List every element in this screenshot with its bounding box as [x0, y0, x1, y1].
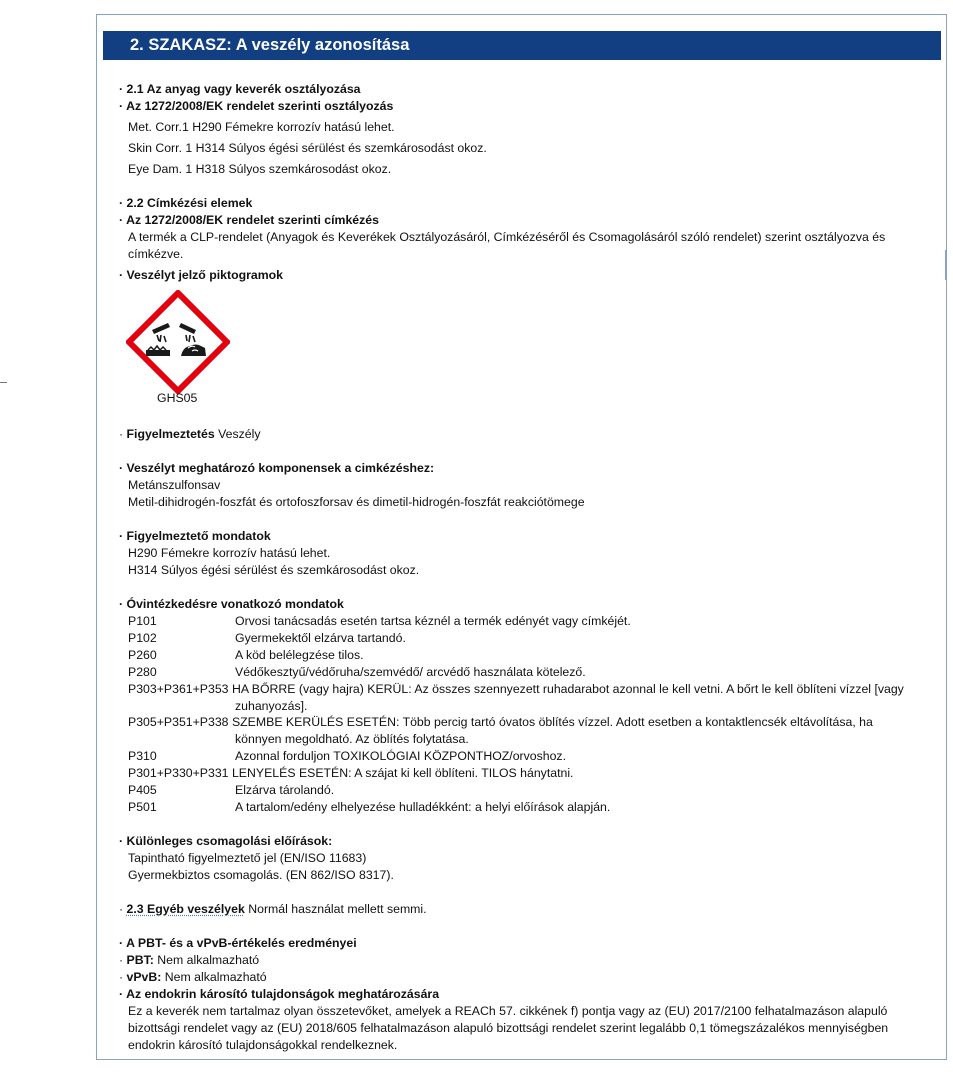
precaution-combined: P303+P361+P353 HA BŐRRE (vagy hajra) KERÜL: Az összes szennyezett ruhadarabot azonnal le kell vetni. A bőrt le kell öblíteni vízzel [vagy [128, 682, 904, 696]
classification-line: Skin Corr. 1 H314 Súlyos égési sérülést és szemkárosodást okoz. [128, 141, 487, 155]
classification-line: Met. Corr.1 H290 Fémekre korrozív hatású lehet. [128, 120, 395, 134]
precaution-text-cont: zuhanyozás]. [235, 699, 308, 713]
component-item: Metil-dihidrogén-foszfát és ortofoszforsav és dimetil-hidrogén-foszfát reakciótömege [128, 495, 585, 509]
pbt-result: · PBT: Nem alkalmazható [119, 953, 260, 967]
precaution-text: A tartalom/edény elhelyezése hulladékként: a helyi előírások alapján. [235, 800, 611, 814]
labelling-description: A termék a CLP-rendelet (Anyagok és Keverékek Osztályozásáról, Címkézéséről és Csomagolásáról szóló rendelet) szerint osztályozva és [128, 230, 886, 244]
precaution-text: Gyermekektől elzárva tartandó. [235, 631, 406, 645]
precaution-text: A köd belélegzése tilos. [235, 648, 364, 662]
pictogram-code: GHS05 [157, 391, 198, 405]
precaution-text: Orvosi tanácsadás esetén tartsa kéznél a termék edényét vagy címkéjét. [235, 614, 631, 628]
other-hazards: · 2.3 Egyéb veszélyek Normál használat mellett semmi. [119, 902, 427, 916]
section-header: 2. SZAKASZ: A veszély azonosítása [103, 31, 941, 60]
components-heading: · Veszélyt meghatározó komponensek a cimkézéshez: [119, 461, 435, 475]
precaution-text-cont: könnyen megoldható. Az öblítés folytatása. [235, 732, 469, 746]
s21-subheading: · Az 1272/2008/EK rendelet szerinti osztályozás [119, 99, 394, 113]
endocrine-text: bizottsági rendelet vagy az (EU) 2018/605 felhatalmazáson alapuló bizottsági rendelet szerint legalább 0,1 tömegszázalékos mennyiségben [128, 1021, 889, 1035]
hazard-statement: H290 Fémekre korrozív hatású lehet. [128, 546, 331, 560]
ghs05-corrosion-pictogram [126, 290, 230, 394]
signal-word: · Figyelmeztetés Veszély [119, 427, 261, 441]
precaution-code: P102 [128, 631, 157, 645]
packaging-item: Tapintható figyelmeztető jel (EN/ISO 11683) [128, 851, 367, 865]
precautionary-heading: · Óvintézkedésre vonatkozó mondatok [119, 597, 344, 611]
precaution-combined: P301+P330+P331 LENYELÉS ESETÉN: A szájat ki kell öblíteni. TILOS hánytatni. [128, 766, 574, 780]
vpvb-result: · vPvB: Nem alkalmazható [119, 970, 267, 984]
pbt-heading: · A PBT- és a vPvB-értékelés eredményei [119, 936, 357, 950]
frame-edge-mark [945, 250, 946, 280]
precaution-code: P501 [128, 800, 157, 814]
s22-heading: · 2.2 Címkézési elemek [119, 196, 253, 210]
component-item: Metánszulfonsav [128, 478, 221, 492]
precaution-code: P310 [128, 749, 157, 763]
labelling-description-cont: címkézve. [128, 247, 184, 261]
endocrine-heading: · Az endokrin károsító tulajdonságok meghatározására [119, 987, 440, 1001]
precaution-combined: P305+P351+P338 SZEMBE KERÜLÉS ESETÉN: Több percig tartó óvatos öblítés vízzel. Adott esetben a kontaktlencsék eltávolítása, ha [128, 715, 873, 729]
precaution-code: P260 [128, 648, 157, 662]
hazard-statements-heading: · Figyelmeztető mondatok [119, 529, 271, 543]
s22-subheading: · Az 1272/2008/EK rendelet szerinti címkézés [119, 213, 379, 227]
pictograms-heading: · Veszélyt jelző piktogramok [119, 268, 284, 282]
precaution-code: P405 [128, 783, 157, 797]
margin-tick [0, 382, 7, 383]
classification-line: Eye Dam. 1 H318 Súlyos szemkárosodást okoz. [128, 162, 392, 176]
precaution-text: Védőkesztyű/védőruha/szemvédő/ arcvédő használata kötelező. [235, 665, 586, 679]
packaging-item: Gyermekbiztos csomagolás. (EN 862/ISO 8317). [128, 868, 394, 882]
hazard-statement: H314 Súlyos égési sérülést és szemkárosodást okoz. [128, 563, 420, 577]
precaution-text: Elzárva tárolandó. [235, 783, 335, 797]
endocrine-text: endokrin károsító tulajdonságokkal rendelkeznek. [128, 1038, 398, 1052]
precaution-code: P101 [128, 614, 157, 628]
packaging-heading: · Különleges csomagolási előírások: [119, 834, 333, 848]
endocrine-text: Ez a keverék nem tartalmaz olyan összetevőket, amelyek a REACh 57. cikkének f) pontja vagy az (EU) 2017/2100 felhatalmazáson alapuló [128, 1004, 888, 1018]
precaution-text: Azonnal forduljon TOXIKOLÓGIAI KÖZPONTHOZ/orvoshoz. [235, 749, 567, 763]
s21-heading: · 2.1 Az anyag vagy keverék osztályozása [119, 82, 361, 96]
precaution-code: P280 [128, 665, 157, 679]
